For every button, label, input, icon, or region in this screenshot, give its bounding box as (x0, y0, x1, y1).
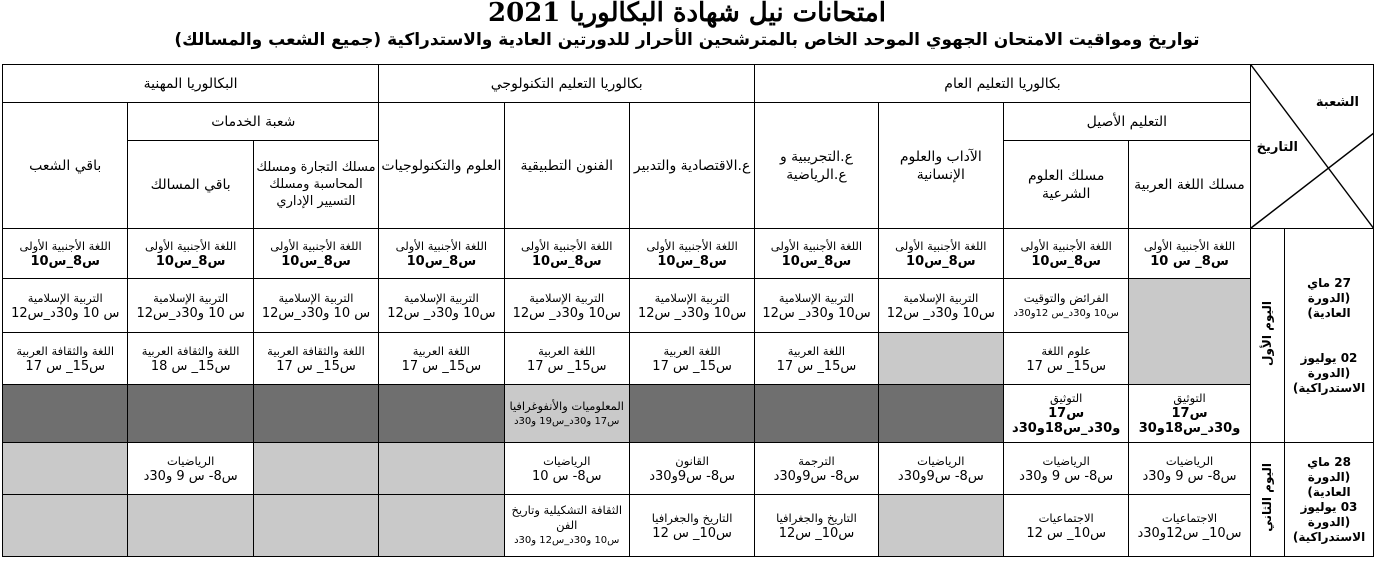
cell: اللغة العربية س15_ س 17 (504, 333, 629, 385)
col-commerce: مسلك التجارة ومسلك المحاسبة ومسلك التسيير الإداري (253, 141, 378, 229)
cell: الرياضيات س8- س 9 و30د (1003, 443, 1128, 495)
empty-gray-cell (1129, 279, 1250, 385)
day1-label-cell (1250, 229, 1284, 443)
corner-branch-label: الشعبة (1315, 95, 1359, 110)
cell: اللغة والثقافة العربية س15_ س 18 (128, 333, 253, 385)
col-experimental: ع.التجريبية و ع.الرياضية (755, 103, 878, 229)
col-economic: ع.الاقتصادية والتدبير (629, 103, 754, 229)
col-sci-tech: العلوم والتكنولوجيات (379, 103, 504, 229)
group-technological: بكالوريا التعليم التكنولوجي (379, 65, 755, 103)
group-general: بكالوريا التعليم العام (755, 65, 1250, 103)
cell: اللغة العربية س15_ س 17 (379, 333, 504, 385)
group-professional: البكالوريا المهنية (3, 65, 379, 103)
page-title: امتحانات نيل شهادة البكالوريا 2021 (488, 0, 886, 28)
cell: الرياضيات س8- س9و30د (878, 443, 1003, 495)
day2-label: اليوم الثاني (1259, 463, 1274, 532)
cell: اللغة الأجنبية الأولى س8_س10 (1003, 229, 1128, 279)
cell: اللغة الأجنبية الأولى س8_س10 (878, 229, 1003, 279)
cell: اللغة والثقافة العربية س15_ س 17 (3, 333, 128, 385)
corner-date-label: التاريخ (1256, 140, 1298, 155)
day2-date-b-note: (الدورة الاستدراكية) (1292, 514, 1366, 544)
empty-gray-cell (253, 495, 378, 557)
day2-date-a: 28 ماي (1307, 454, 1351, 469)
col-sharia: مسلك العلوم الشرعية (1003, 141, 1128, 229)
cell: اللغة الأجنبية الأولى س8_س10 (504, 229, 629, 279)
day2-date-b: 03 يوليوز (1300, 499, 1358, 514)
cell: الترجمة س8- س9و30د (755, 443, 878, 495)
cell: اللغة العربية س15_ س 17 (629, 333, 754, 385)
col-arts: الفنون التطبيقية (504, 103, 629, 229)
col-other-branches: باقي الشعب (3, 103, 128, 229)
cell: التوثيق س17 و30د_س18و30 (1129, 385, 1250, 443)
empty-gray-cell (379, 443, 504, 495)
cell: التربية الإسلامية س10 و30د_ س12 (504, 279, 629, 333)
day1-date-a-note: (الدورة العادية) (1307, 290, 1351, 320)
empty-dark-cell (253, 385, 378, 443)
empty-gray-cell (379, 495, 504, 557)
empty-dark-cell (629, 385, 754, 443)
cell: اللغة العربية س15_ س 17 (755, 333, 878, 385)
page-subtitle: تواريخ ومواقيت الامتحان الجهوي الموحد الخاص بالمترشحين الأحرار للدورتين العادية والاستدراكية (جميع الشعب والمسالك) (174, 30, 1200, 50)
cell: الاجتماعيات س10_ س 12 (1003, 495, 1128, 557)
empty-dark-cell (379, 385, 504, 443)
day1-date-b: 02 يوليوز (1300, 350, 1358, 365)
day2-date-a-note: (الدورة العادية) (1307, 469, 1351, 499)
subgroup-asil: التعليم الأصيل (1003, 103, 1250, 141)
corner-cell (1250, 65, 1373, 229)
col-arabic-lang: مسلك اللغة العربية (1129, 141, 1250, 229)
day1-dates (1285, 229, 1374, 443)
cell: المعلوميات والأنفوغرافيا س17 و30د_س19 و30د (504, 385, 629, 443)
cell: اللغة والثقافة العربية س15_ س 17 (253, 333, 378, 385)
cell: الرياضيات س8- س 9 و30د (128, 443, 253, 495)
cell: التاريخ والجغرافيا س10_ س 12 (629, 495, 754, 557)
cell: التربية الإسلامية س10 و30د_ س12 (755, 279, 878, 333)
cell: اللغة الأجنبية الأولى س8_س10 (755, 229, 878, 279)
cell: التربية الإسلامية س10 و30د_ س12 (629, 279, 754, 333)
empty-gray-cell (128, 495, 253, 557)
cell: اللغة الأجنبية الأولى س8_ س 10 (1129, 229, 1250, 279)
cell: التربية الإسلامية س10 و30د_ س12 (379, 279, 504, 333)
col-other-tracks: باقي المسالك (128, 141, 253, 229)
cell: اللغة الأجنبية الأولى س8_س10 (379, 229, 504, 279)
cell: التربية الإسلامية س10 و30د_ س12 (878, 279, 1003, 333)
cell: اللغة الأجنبية الأولى س8_س10 (253, 229, 378, 279)
day2-label-cell (1250, 443, 1284, 557)
subgroup-services: شعبة الخدمات (128, 103, 379, 141)
empty-dark-cell (3, 385, 128, 443)
cell: علوم اللغة س15_ س 17 (1003, 333, 1128, 385)
cell: التربية الإسلامية س 10 و30د_س12 (3, 279, 128, 333)
cell: الرياضيات س8- س 10 (504, 443, 629, 495)
cell: الفرائض والتوقيت س10 و30د_س 12و30د (1003, 279, 1128, 333)
day1-date-b-note: (الدورة الاستدراكية) (1292, 365, 1366, 395)
col-humanities: الآداب والعلوم الإنسانية (878, 103, 1003, 229)
empty-gray-cell (878, 333, 1003, 385)
cell: التوثيق س17 و30د_س18و30د (1003, 385, 1128, 443)
empty-gray-cell (878, 495, 1003, 557)
empty-gray-cell (253, 443, 378, 495)
cell: الرياضيات س8- س 9 و30د (1129, 443, 1250, 495)
cell: التاريخ والجغرافيا س10_ س12 (755, 495, 878, 557)
cell: التربية الإسلامية س 10 و30د_س12 (128, 279, 253, 333)
empty-dark-cell (878, 385, 1003, 443)
cell: التربية الإسلامية س 10 و30د_س12 (253, 279, 378, 333)
empty-gray-cell (3, 495, 128, 557)
day1-date-a: 27 ماي (1307, 275, 1351, 290)
day1-label: اليوم الأول (1259, 301, 1274, 366)
cell: اللغة الأجنبية الأولى س8_س10 (3, 229, 128, 279)
cell: اللغة الأجنبية الأولى س8_س10 (629, 229, 754, 279)
cell: القانون س8- س9و30د (629, 443, 754, 495)
empty-dark-cell (128, 385, 253, 443)
cell: اللغة الأجنبية الأولى س8_س10 (128, 229, 253, 279)
cell: الاجتماعيات س10_ س12و30د (1129, 495, 1250, 557)
schedule-table (2, 64, 1374, 557)
day2-dates (1285, 443, 1374, 557)
cell: الثقافة التشكيلية وتاريخ الفن س10 و30د_س12 و30د (504, 495, 629, 557)
empty-gray-cell (3, 443, 128, 495)
empty-dark-cell (755, 385, 878, 443)
